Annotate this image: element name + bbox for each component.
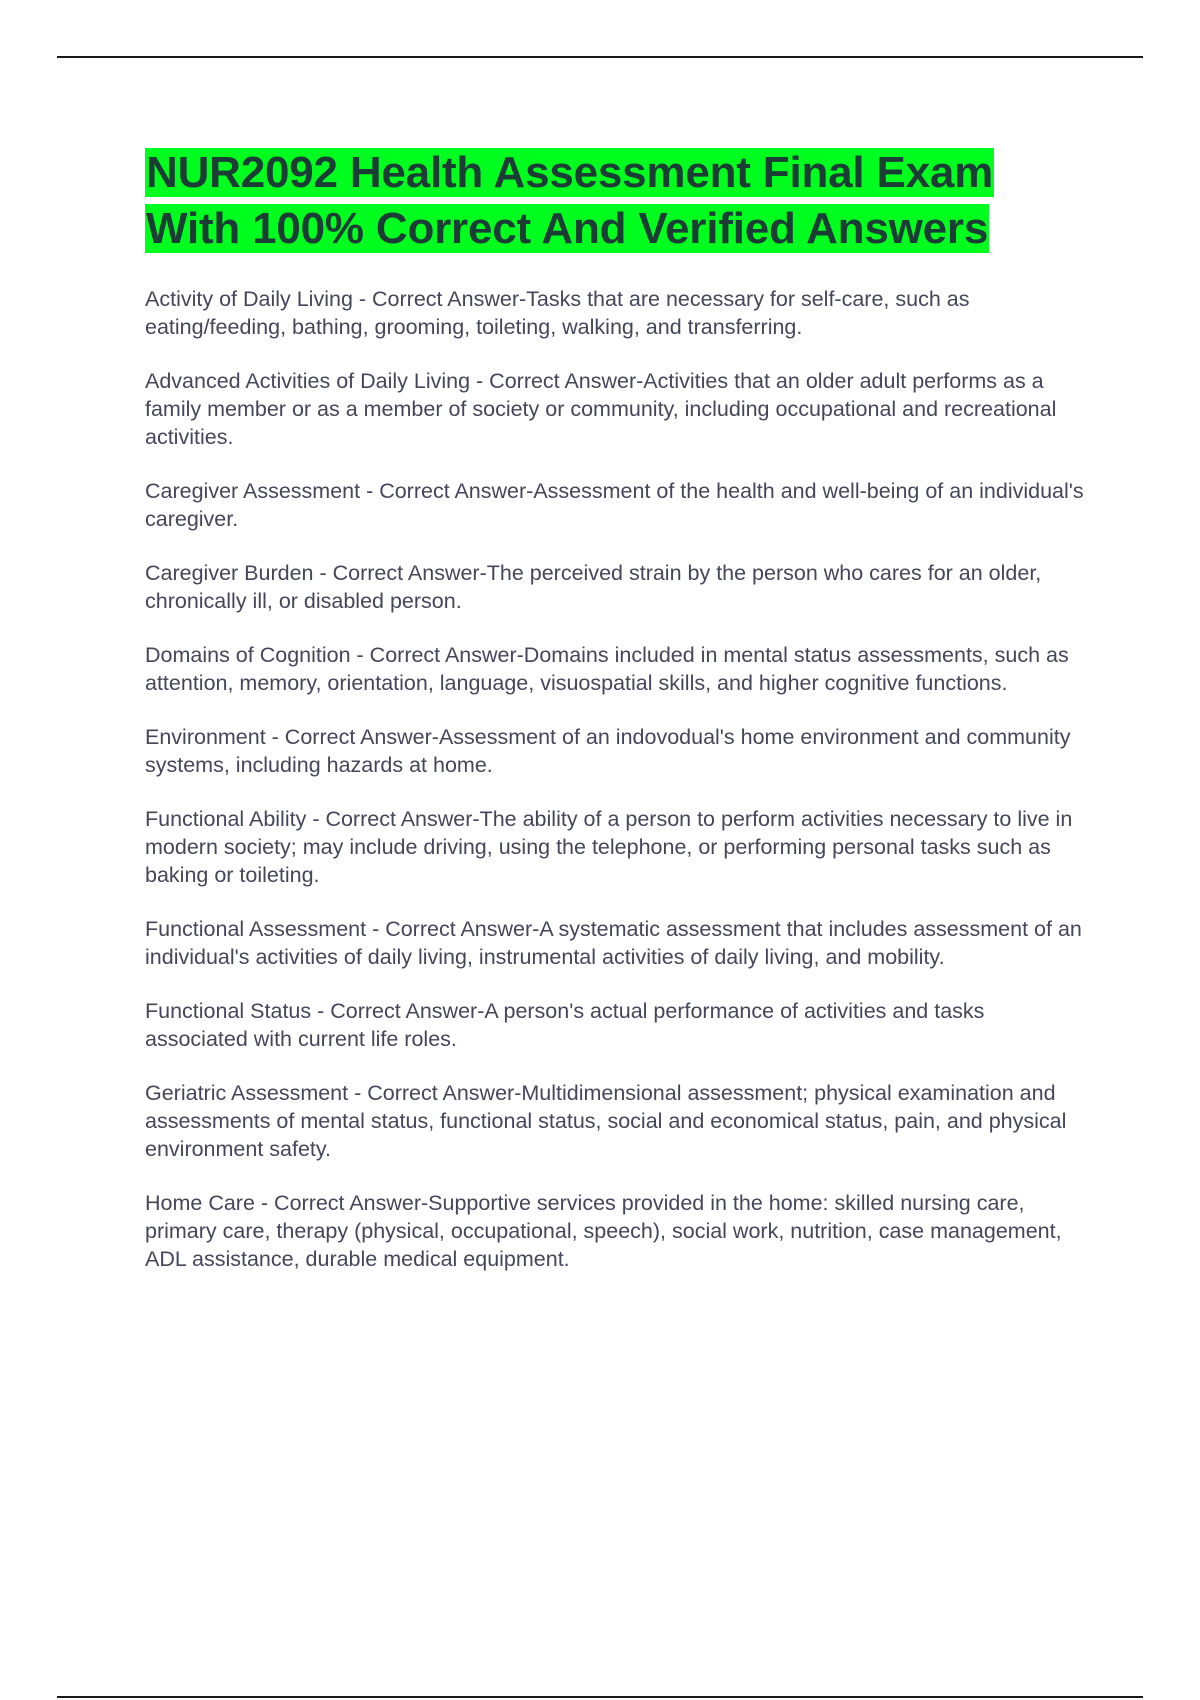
entry-answer: Tasks that are necessary for self-care, such as eating/feeding, bathing, grooming, toileting, walking, and transferring. — [145, 287, 970, 339]
entry-answer: The ability of a person to perform activities necessary to live in modern society; may include driving, using the telephone, or performing personal tasks such as baking or toileting. — [145, 807, 1073, 887]
entry-term: Functional Assessment — [145, 917, 367, 941]
entry-answer: Supportive services provided in the home: skilled nursing care, primary care, therapy (physical, occupational, speech), social work, nutrition, case management, ADL assistance, durable medical equipment. — [145, 1191, 1062, 1271]
entry-home-care — [145, 1189, 1090, 1273]
entry-answer: The perceived strain by the person who cares for an older, chronically ill, or disabled person. — [145, 561, 1042, 613]
title-line-1: NUR2092 Health Assessment Final Exam — [146, 148, 994, 197]
entry-functional-ability — [145, 805, 1090, 889]
entry-separator: - Correct Answer- — [352, 287, 527, 311]
entry-term: Advanced Activities of Daily Living — [145, 369, 471, 393]
entry-answer: Assessment of an indovodual's home environment and community systems, including hazards at home. — [145, 725, 1071, 777]
entry-separator: - Correct Answer- — [348, 1081, 522, 1105]
entry-term: Environment — [145, 725, 266, 749]
entry-term: Geriatric Assessment — [145, 1081, 349, 1105]
entry-caregiver-assessment — [145, 477, 1090, 533]
entry-term: Functional Status — [145, 999, 312, 1023]
entry-answer: Activities that an older adult performs as a family member or as a member of society or community, including occupational and recreational activities. — [145, 369, 1057, 449]
entry-geriatric-assessment — [145, 1079, 1090, 1163]
entry-separator: - Correct Answer- — [306, 807, 480, 831]
entry-environment — [145, 723, 1090, 779]
entry-answer: A systematic assessment that includes assessment of an individual's activities of daily living, instrumental activities of daily living, and mobility. — [145, 917, 1082, 969]
entry-term: Domains of Cognition — [145, 643, 351, 667]
entry-separator: - Correct Answer- — [470, 369, 644, 393]
document-title — [145, 145, 1090, 257]
entry-separator: - Correct Answer- — [265, 725, 439, 749]
entry-separator: - Correct Answer- — [311, 999, 485, 1023]
entry-separator: - Correct Answer- — [366, 917, 540, 941]
header-rule — [57, 56, 1143, 58]
document-body — [145, 145, 1090, 1299]
entry-answer: A person's actual performance of activities and tasks associated with current life roles. — [145, 999, 985, 1051]
entry-functional-status — [145, 997, 1090, 1053]
entry-term: Activity of Daily Living — [145, 287, 353, 311]
entry-separator: - Correct Answer- — [254, 1191, 429, 1215]
entry-answer: Assessment of the health and well-being of an individual's caregiver. — [145, 479, 1084, 531]
entry-domains-of-cognition — [145, 641, 1090, 697]
entry-separator: - Correct Answer- — [313, 561, 487, 585]
entry-term: Home Care — [145, 1191, 255, 1215]
footer-rule — [57, 1696, 1143, 1698]
entry-caregiver-burden — [145, 559, 1090, 615]
title-line-2: With 100% Correct And Verified Answers — [146, 204, 989, 253]
entry-term: Caregiver Assessment — [145, 479, 361, 503]
entry-answer: Domains included in mental status assessments, such as attention, memory, orientation, language, visuospatial skills, and higher cognitive functions. — [145, 643, 1069, 695]
entry-separator: - Correct Answer- — [360, 479, 534, 503]
entry-list — [145, 285, 1090, 1273]
entry-answer: Multidimensional assessment; physical examination and assessments of mental status, functional status, social and economical status, pain, and physical environment safety. — [145, 1081, 1067, 1161]
entry-functional-assessment — [145, 915, 1090, 971]
entry-separator: - Correct Answer- — [350, 643, 524, 667]
title-highlight — [145, 148, 994, 253]
entry-term: Caregiver Burden — [145, 561, 314, 585]
entry-activity-of-daily-living — [145, 285, 1090, 341]
entry-advanced-activities — [145, 367, 1090, 451]
entry-term: Functional Ability — [145, 807, 307, 831]
